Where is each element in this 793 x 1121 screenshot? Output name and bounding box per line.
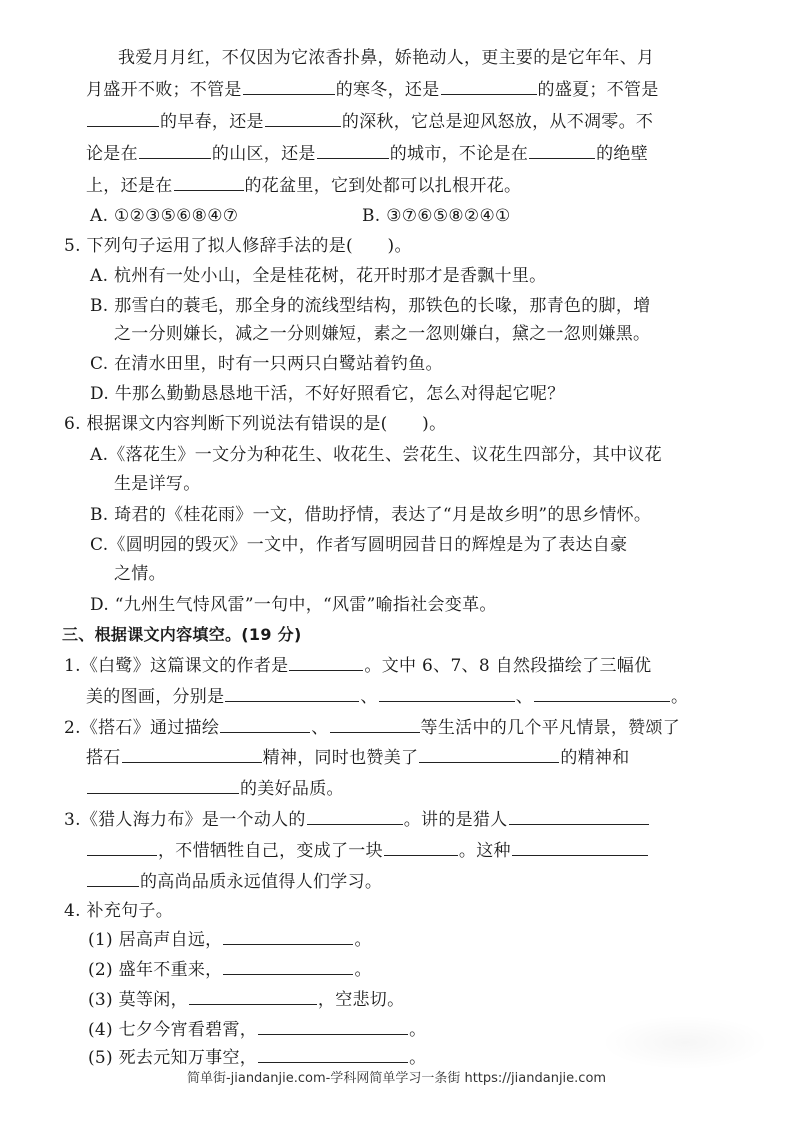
answer-blank[interactable] [189, 988, 317, 1005]
option-text: A. ①②③⑤⑥⑧④⑦ [90, 206, 239, 226]
question-text: (3) 莫等闲， [88, 990, 188, 1010]
question-text: 的美好品质。 [240, 779, 344, 799]
q6-option-c[interactable]: C.《圆明园的毁灭》一文中，作者写圆明园昔日的辉煌是为了表达自豪 [90, 535, 628, 555]
q6-option-a-cont: 生是详写。 [114, 474, 201, 494]
question-text: 。这种 [458, 841, 511, 861]
passage-text: 我爱月月红，不仅因为它浓香扑鼻，娇艳动人，更主要的是它年年、月 [118, 48, 655, 68]
passage-line-2 [86, 78, 659, 102]
fill-q4-stem: 4. 补充句子。 [64, 901, 174, 921]
answer-blank[interactable] [534, 685, 670, 702]
question-text: 等生活中的几个平凡情景，赞颂了 [420, 718, 681, 738]
passage-text: 的绝壁 [596, 144, 649, 164]
answer-blank[interactable] [220, 716, 310, 733]
answer-blank[interactable] [174, 174, 244, 191]
answer-blank[interactable] [330, 716, 420, 733]
answer-blank[interactable] [87, 839, 157, 856]
passage-text: 的深秋，它总是迎风怒放，从不凋零。不 [341, 112, 654, 132]
answer-blank[interactable] [529, 142, 595, 159]
passage-text: 的城市，不论是在 [389, 144, 529, 164]
question-text: 精神，同时也赞美了 [262, 748, 419, 768]
option-text: B. ③⑦⑥⑤⑧②④① [362, 206, 511, 226]
fill-q2-line-3 [86, 777, 344, 801]
question-text: 。 [354, 930, 372, 950]
answer-blank[interactable] [317, 142, 389, 159]
question-text: (5) 死去元知万事空， [88, 1048, 258, 1068]
q5-option-d[interactable]: D. 牛那么勤勤恳恳地干活，不好好照看它，怎么对得起它呢？ [90, 384, 565, 404]
fill-q1-line-2 [86, 685, 688, 709]
q6-option-c-cont: 之情。 [114, 564, 166, 584]
passage-text: 论是在 [86, 144, 138, 164]
fill-q3-line-1 [64, 808, 650, 832]
question-text: (1) 居高声自远， [88, 930, 223, 950]
answer-blank[interactable] [122, 746, 262, 763]
answer-blank[interactable] [225, 685, 359, 702]
question-text: 、 [311, 718, 329, 738]
answer-blank[interactable] [223, 958, 353, 975]
sentence-2 [88, 958, 372, 982]
question-text: 。文中 6、7、8 自然段描绘了三幅优 [364, 656, 652, 676]
question-6-stem: 6. 根据课文内容判断下列说法有错误的是( )。 [64, 414, 447, 434]
answer-blank[interactable] [243, 78, 335, 95]
option-b[interactable] [362, 204, 511, 228]
answer-blank[interactable] [289, 654, 363, 671]
fill-q3-line-3 [86, 870, 382, 894]
sentence-3 [88, 988, 404, 1012]
passage-text: 月盛开不败；不管是 [86, 80, 242, 100]
sentence-4 [88, 1018, 426, 1042]
question-text: 美的图画，分别是 [86, 687, 225, 707]
question-text: 1.《白鹭》这篇课文的作者是 [64, 656, 289, 676]
passage-text: 上，还是在 [86, 176, 173, 196]
answer-blank[interactable] [258, 1018, 408, 1035]
passage-text: 的早春，还是 [160, 112, 264, 132]
answer-blank[interactable] [87, 777, 239, 794]
passage-line-1 [118, 46, 654, 70]
fill-q2-line-2 [86, 746, 630, 770]
q6-option-b[interactable]: B. 琦君的《桂花雨》一文，借助抒情，表达了“月是故乡明”的思乡情怀。 [90, 505, 652, 525]
answer-blank[interactable] [384, 839, 458, 856]
question-text: 、 [515, 687, 534, 707]
question-text: 3.《猎人海力布》是一个动人的 [64, 810, 306, 830]
question-text: 搭石 [86, 748, 121, 768]
passage-text: 的花盆里，它到处都可以扎根开花。 [244, 176, 522, 196]
answer-blank[interactable] [512, 839, 648, 856]
answer-blank[interactable] [307, 808, 403, 825]
question-text: 的高尚品质永远值得人们学习。 [140, 872, 383, 892]
option-a[interactable] [90, 204, 238, 228]
q5-option-b[interactable]: B. 那雪白的蓑毛，那全身的流线型结构，那铁色的长喙，那青色的脚，增 [90, 296, 651, 316]
answer-blank[interactable] [87, 870, 139, 887]
question-text: 。讲的是猎人 [403, 810, 508, 830]
answer-blank[interactable] [379, 685, 515, 702]
answer-blank[interactable] [223, 928, 353, 945]
q5-option-b-cont: 之一分则嫌长，减之一分则嫌短，素之一忽则嫌白，黛之一忽则嫌黑。 [114, 324, 651, 344]
q5-option-a[interactable]: A. 杭州有一处小山，全是桂花树，花开时那才是香飘十里。 [90, 266, 547, 286]
question-text: ，空悲切。 [317, 990, 405, 1010]
question-text: 2.《搭石》通过描绘 [64, 718, 220, 738]
fill-q2-line-1 [64, 716, 680, 740]
passage-line-4 [86, 142, 648, 166]
answer-blank[interactable] [509, 808, 649, 825]
passage-text: 的山区，还是 [211, 144, 316, 164]
question-text: (4) 七夕今宵看碧霄， [88, 1020, 258, 1040]
fill-q3-line-2 [86, 839, 649, 863]
fill-q1-line-1 [64, 654, 651, 678]
question-5-stem: 5. 下列句子运用了拟人修辞手法的是( )。 [64, 236, 412, 256]
question-text: ，不惜牺牲自己，变成了一块 [158, 841, 383, 861]
question-text: 。 [354, 960, 372, 980]
question-text: 。 [671, 687, 689, 707]
question-text: 的精神和 [560, 748, 630, 768]
answer-blank[interactable] [265, 110, 341, 127]
passage-line-5 [86, 174, 521, 198]
question-text: (2) 盛年不重来， [88, 960, 223, 980]
answer-blank[interactable] [441, 78, 537, 95]
answer-blank[interactable] [258, 1046, 408, 1063]
question-text: 、 [360, 687, 378, 707]
passage-text: 的盛夏；不管是 [537, 80, 659, 100]
sentence-1 [88, 928, 372, 952]
footer-watermark: 简单街-jiandanjie.com-学科网简单学习一条街 https://jiandanjie.com [186, 1071, 607, 1086]
passage-text: 的寒冬，还是 [335, 80, 440, 100]
q5-option-c[interactable]: C. 在清水田里，时有一只两只白鹭站着钓鱼。 [90, 354, 443, 374]
q6-option-a[interactable]: A.《落花生》一文分为种花生、收花生、尝花生、议花生四部分，其中议花 [90, 445, 662, 465]
q6-option-d[interactable]: D. “九州生气恃风雷”一句中，“风雷”喻指社会变革。 [90, 595, 497, 615]
question-text: 。 [409, 1048, 427, 1068]
answer-blank[interactable] [139, 142, 211, 159]
question-text: 。 [409, 1020, 427, 1040]
scan-smudge [600, 1015, 770, 1070]
answer-blank[interactable] [87, 110, 159, 127]
passage-line-3 [86, 110, 653, 134]
answer-blank[interactable] [419, 746, 559, 763]
section-3-heading: 三、根据课文内容填空。(19 分) [62, 625, 302, 644]
